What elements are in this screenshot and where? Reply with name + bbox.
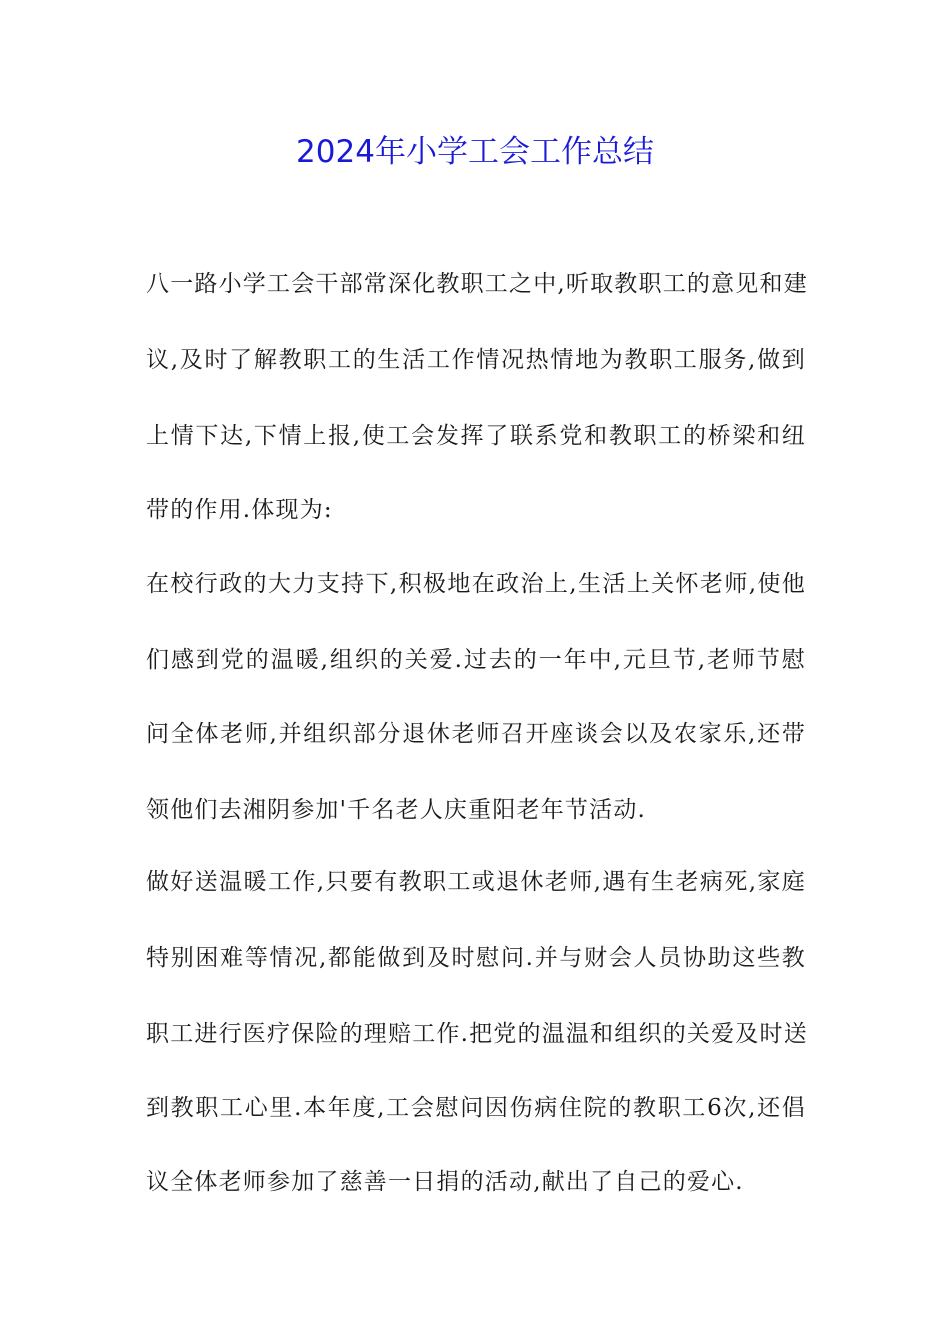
paragraph-line: 特别困难等情况,都能做到及时慰问.并与财会人员协助这些教 — [146, 945, 806, 971]
paragraph-line: 上情下达,下情上报,使工会发挥了联系党和教职工的桥梁和纽 — [146, 423, 806, 449]
paragraph-line: 到教职工心里.本年度,工会慰问因伤病住院的教职工6次,还倡 — [146, 1095, 806, 1121]
paragraph-line: 议全体老师参加了慈善一日捐的活动,献出了自己的爱心. — [146, 1169, 744, 1195]
paragraph-line: 在校行政的大力支持下,积极地在政治上,生活上关怀老师,使他 — [146, 571, 806, 597]
paragraph-line: 职工进行医疗保险的理赔工作.把党的温温和组织的关爱及时送 — [146, 1021, 808, 1047]
paragraph-line: 带的作用.体现为: — [146, 497, 333, 523]
paragraph-line: 们感到党的温暖,组织的关爱.过去的一年中,元旦节,老师节慰 — [146, 647, 806, 673]
paragraph-line: 问全体老师,并组织部分退休老师召开座谈会以及农家乐,还带 — [146, 721, 806, 747]
document-title: 2024年小学工会工作总结 — [296, 134, 654, 170]
paragraph-line: 议,及时了解教职工的生活工作情况热情地为教职工服务,做到 — [146, 347, 806, 373]
paragraph-line: 八一路小学工会干部常深化教职工之中,听取教职工的意见和建 — [146, 271, 808, 297]
paragraph-line: 领他们去湘阴参加'千名老人庆重阳老年节活动. — [146, 797, 647, 823]
paragraph-line: 做好送温暖工作,只要有教职工或退休老师,遇有生老病死,家庭 — [146, 869, 806, 895]
